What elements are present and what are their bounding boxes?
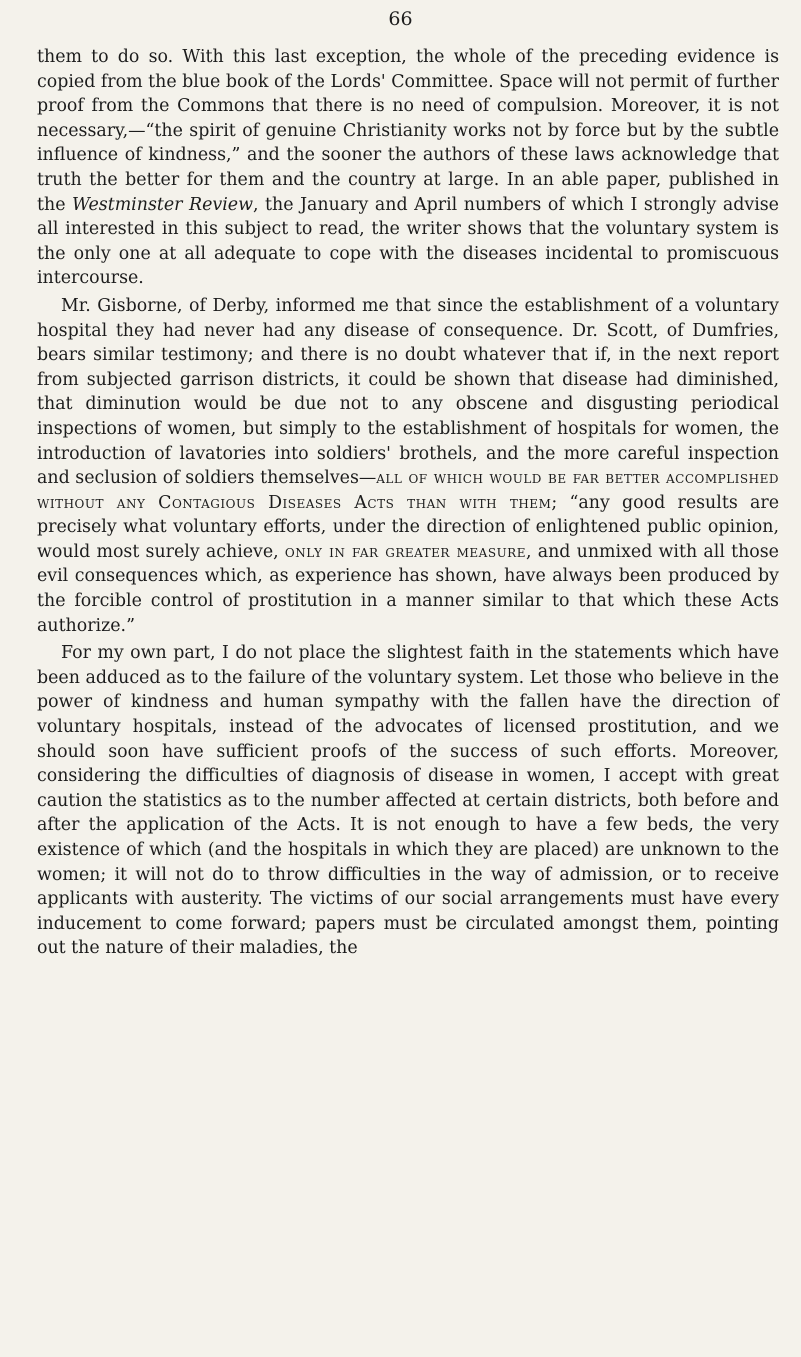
paragraph-1-run-3: , the January and April numbers of which I strongly advise all interested in this subject to read, the writer shows that the voluntary system is the only one at all adequate to cope with the diseases incidental to promiscuous intercourse. [37,194,779,289]
journal-title-westminster-review: Westminster Review [72,194,253,215]
paragraph-2-run-3: ; “any good results are precisely what voluntary efforts, under the direction of enlightened public opinion, would most surely achieve, [37,492,779,562]
small-caps-emphasis-2: only in far greater measure [284,541,526,562]
paragraph-3-run-1: For my own part, I do not place the slightest faith in the statements which have been adduced as to the failure of the voluntary system. Let those who believe in the power of kindness and human sympathy with the fallen have the direction of voluntary hospitals, instead of the advocates of licensed prostitution, and we should soon have sufficient proofs of the success of such efforts. Moreover, considering the difficulties of diagnosis of disease in women, I accept with great caution the statistics as to the number affected at certain districts, both before and after the application of the Acts. It is not enough to have a few beds, the very existence of which (and the hospitals in which they are placed) are unknown to the women; it will not do to throw difficulties in the way of admission, or to receive applicants with austerity. The victims of our social arrangements must have every inducement to come forward; papers must be circulated amongst them, pointing out the nature of their maladies, the [37,643,779,959]
paragraph-2-run-5: , and unmixed with all those evil consequences which, as experience has shown, have always been produced by the forcible control of prostitution in a manner similar to that which these Acts authorize.” [37,541,779,636]
paragraph-2 [37,294,779,638]
paragraph-2-run-1: Mr. Gisborne, of Derby, informed me that since the establishment of a voluntary hospital they had never had any disease of consequence. Dr. Scott, of Dumfries, bears similar testimony; and there is no doubt whatever that if, in the next report from subjected garrison districts, it could be shown that disease had diminished, that diminution would be due not to any obscene and disgusting periodical inspections of women, but simply to the establishment of hospitals for women, the introduction of lavatories into soldiers' brothels, and the more careful inspection and seclusion of soldiers themselves— [37,295,779,489]
page-body-text [37,45,779,964]
paragraph-1-run-1: them to do so. With this last exception, the whole of the preceding evidence is copied from the blue book of the Lords' Committee. Space will not permit of further proof from the Commons that there is no need of compulsion. Moreover, it is not necessary,—“the spirit of genuine Christianity works not by force but by the subtle influence of kindness,” and the sooner the authors of these laws acknowledge that truth the better for them and the country at large. In an able paper, published in the [37,47,779,215]
paragraph-3 [37,641,779,961]
page-number: 66 [388,8,413,30]
paragraph-1 [37,45,779,291]
small-caps-emphasis-1: all of which would be far better accomplished without any Contagious Diseases Acts than with them [37,468,779,513]
